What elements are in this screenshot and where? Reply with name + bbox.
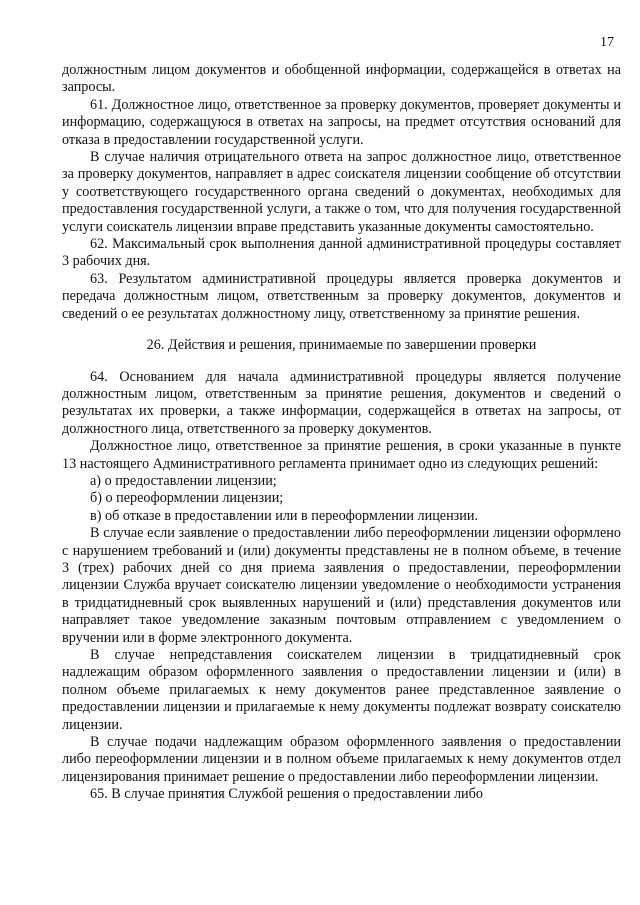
document-body <box>62 62 621 804</box>
decision-option-c: в) об отказе в предоставлении или в переоформлении лицензии. <box>90 507 479 524</box>
page-number: 17 <box>600 35 614 50</box>
decision-option-b: б) о переоформлении лицензии; <box>90 490 284 507</box>
paragraph-negative-response: В случае наличия отрицательного ответа на запрос должностное лицо, ответственное за проверку документов, направляет в адрес соискателя лицензии сообщение об отсутствии у соответствующего государственного органа сведений о документах, необходимых для предоставления государственной услуги, а также о том, что для получения государственной услуги соискатель лицензии вправе представить указанные документы самостоятельно. <box>62 149 621 235</box>
paragraph-continuation: должностным лицом документов и обобщенной информации, содержащейся в ответах на запросы. <box>62 62 621 96</box>
paragraph-61: 61. Должностное лицо, ответственное за проверку документов, проверяет документы и информацию, содержащуюся в ответах на запросы, на предмет отсутствия оснований для отказа в предоставлении государственной услуги. <box>62 96 621 148</box>
paragraph-63: 63. Результатом административной процедуры является проверка документов и передача должностным лицом, ответственным за проверку документов, документов и сведений о ее результатах должностному лицу, ответственному за принятие решения. <box>62 270 621 322</box>
paragraph-65: 65. В случае принятия Службой решения о предоставлении либо <box>90 786 483 803</box>
paragraph-62: 62. Максимальный срок выполнения данной административной процедуры составляет 3 рабочих дня. <box>62 236 621 270</box>
paragraph-64: 64. Основанием для начала административной процедуры является получение должностным лицом, ответственным за принятие решения, документов и сведений о результатах их проверки, а также информации, содержащейся в ответах на запросы, от должностного лица, ответственного за проверку документов. <box>62 368 621 437</box>
paragraph-non-submission: В случае непредставления соискателем лицензии в тридцатидневный срок надлежащим образом оформленного заявления о предоставлении лицензии и (или) в полном объеме прилагаемых к нему документов ранее представленное заявление о предоставлении лицензии и прилагаемые к нему документы подлежат возврату соискателю лицензии. <box>62 647 621 733</box>
paragraph-proper-submission: В случае подачи надлежащим образом оформленного заявления о предоставлении либо переоформлении лицензии и в полном объеме прилагаемых к нему документов отдел лицензирования принимает решение о предоставлении либо переоформлении лицензии. <box>62 734 621 785</box>
paragraph-violations: В случае если заявление о предоставлении либо переоформлении лицензии оформлено с нарушением требований и (или) документы представлены не в полном объеме, в течение 3 (трех) рабочих дней со дня приема заявления о предоставлении, переоформлении лицензии Служба вручает соискателю лицензии уведомление о необходимости устранения в тридцатидневный срок выявленных нарушений и (или) представления документов или направляет такое уведомление заказным почтовым отправлением с уведомлением о вручении или в форме электронного документа. <box>62 525 621 646</box>
decision-option-a: а) о предоставлении лицензии; <box>90 472 277 489</box>
paragraph-decision-intro: Должностное лицо, ответственное за принятие решения, в сроки указанные в пункте 13 настоящего Административного регламента принимает одно из следующих решений: <box>62 438 621 472</box>
section-heading: 26. Действия и решения, принимаемые по завершении проверки <box>146 337 537 354</box>
